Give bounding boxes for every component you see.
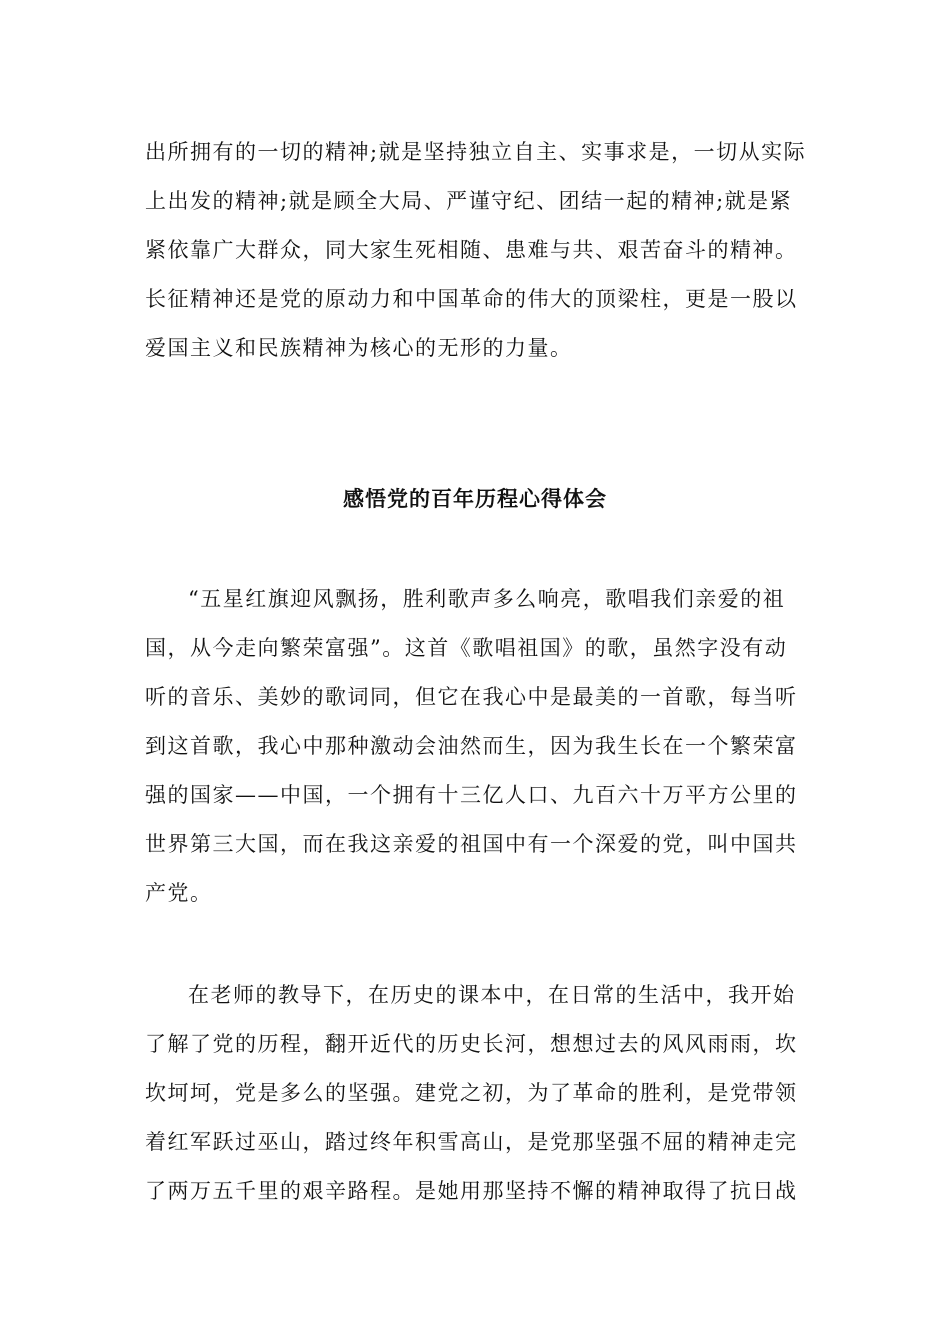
paragraph-line: 世界第三大国，而在我这亲爱的祖国中有一个深爱的党，叫中国共 [145,832,798,856]
paragraph-line: 听的音乐、美妙的歌词同，但它在我心中是最美的一首歌，每当听 [145,685,798,709]
paragraph-line: 强的国家——中国，一个拥有十三亿人口、九百六十万平方公里的 [145,783,798,807]
paragraph-line: 到这首歌，我心中那种激动会油然而生，因为我生长在一个繁荣富 [145,734,798,758]
paragraph-line: 紧依靠广大群众，同大家生死相随、患难与共、艰苦奋斗的精神。 [145,238,798,262]
paragraph-line: 在老师的教导下，在历史的课本中，在日常的生活中，我开始 [188,983,796,1007]
paragraph-line: 爱国主义和民族精神为核心的无形的力量。 [145,336,573,360]
paragraph-line: 产党。 [145,881,213,905]
paragraph-line: 出所拥有的一切的精神;就是坚持独立自主、实事求是，一切从实际 [145,140,807,164]
paragraph-line: 着红军跃过巫山，踏过终年积雪高山，是党那坚强不屈的精神走完 [145,1130,798,1154]
paragraph-line: 了两万五千里的艰辛路程。是她用那坚持不懈的精神取得了抗日战 [145,1179,798,1203]
paragraph-line: 上出发的精神;就是顾全大局、严谨守纪、团结一起的精神;就是紧 [145,189,793,213]
paragraph-line: 坎坷坷，党是多么的坚强。建党之初，为了革命的胜利，是党带领 [145,1081,798,1105]
paragraph-line: 长征精神还是党的原动力和中国革命的伟大的顶梁柱，更是一股以 [145,287,798,311]
paragraph-line: 了解了党的历程，翻开近代的历史长河，想想过去的风风雨雨，坎 [145,1032,798,1056]
paragraph-line: 国，从今走向繁荣富强”。这首《歌唱祖国》的歌，虽然字没有动 [145,636,788,660]
paragraph-line: “五星红旗迎风飘扬，胜利歌声多么响亮，歌唱我们亲爱的祖 [188,587,786,611]
section-title: 感悟党的百年历程心得体会 [343,486,607,511]
